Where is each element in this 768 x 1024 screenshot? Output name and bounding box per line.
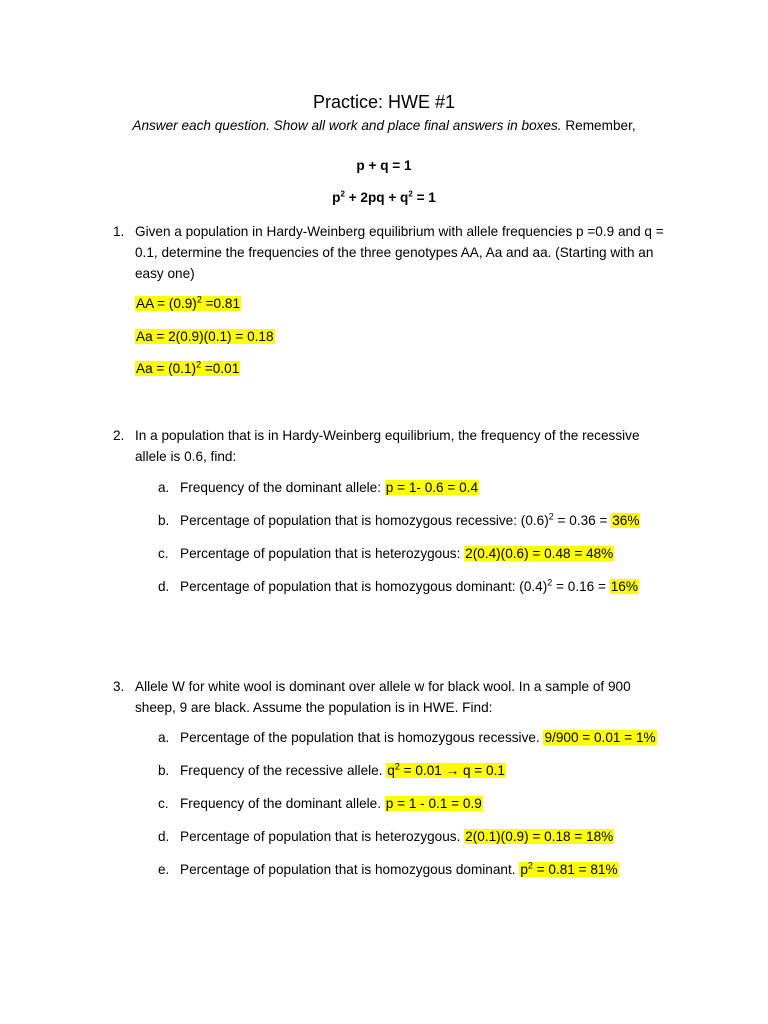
q1-answer-aa-het — [135, 327, 275, 347]
q3-part-a: a. Percentage of the population that is homozygous recessive. 9/900 = 0.01 = 1% — [158, 730, 656, 745]
question-text: Given a population in Hardy-Weinberg equilibrium with allele frequencies p =0.9 and q = 0.1, determine the frequencies of the three genotypes AA, Aa and aa. (Starting with an easy one) — [135, 224, 664, 281]
answer-highlight: p = 1 - 0.1 = 0.9 — [385, 796, 482, 811]
question-text: Allele W for white wool is dominant over allele w for black wool. In a sample of 900 sheep, 9 are black. Assume the population is in HWE. Find: — [135, 679, 631, 715]
page-title: Practice: HWE #1 — [312, 92, 456, 112]
q3-part-d: d. Percentage of population that is heterozygous. 2(0.1)(0.9) = 0.18 = 18% — [158, 829, 614, 844]
q3-part-b: b. Frequency of the recessive allele. $q^2 = 0.01 \to q = 0.1$ — [158, 761, 505, 778]
q2-part-b: b. Percentage of population that is homozygous recessive: $(0.6)^2 = 0.36 = 36\%$ — [158, 511, 640, 528]
answer-highlight: $p^2 = 0.81 = 81\%$ — [520, 860, 618, 877]
q2-part-a: a. Frequency of the dominant allele: p = 1- 0.6 = 0.4 — [158, 480, 478, 495]
equation-hwe: $p^2 + 2pq + q^2 = 1$ — [332, 189, 436, 205]
instructions-line — [0, 118, 768, 133]
question-2 — [113, 425, 673, 467]
question-text: In a population that is in Hardy-Weinberg equilibrium, the frequency of the recessive allele is 0.6, find: — [135, 428, 640, 464]
answer-highlight: $q^2 = 0.01 \to q = 0.1$ — [387, 761, 505, 778]
answer-highlight: 2(0.4)(0.6) = 0.48 = 48% — [465, 546, 614, 561]
q2-part-c: c. Percentage of population that is heterozygous: 2(0.4)(0.6) = 0.48 = 48% — [158, 546, 614, 561]
q1-answer-aa — [135, 294, 241, 314]
answer-highlight: AA = $(0.9)^2 =0.81$ — [136, 294, 241, 311]
equation-sum: p + q = 1 — [356, 158, 412, 173]
answer-highlight: 36% — [612, 513, 640, 528]
answer-highlight: Aa = 2(0.9)(0.1) = 0.18 — [136, 329, 274, 344]
q3-part-e: e. Percentage of population that is homozygous dominant. $p^2 = 0.81 = 81\%$ — [158, 860, 618, 877]
q3-part-c: c. Frequency of the dominant allele. p = 1 - 0.1 = 0.9 — [158, 796, 482, 811]
answer-highlight: 2(0.1)(0.9) = 0.18 = 18% — [465, 829, 614, 844]
answer-highlight: p = 1- 0.6 = 0.4 — [385, 480, 478, 495]
question-number: 1. — [113, 224, 125, 239]
question-1 — [113, 221, 673, 284]
answer-highlight: 9/900 = 0.01 = 1% — [544, 730, 656, 745]
q1-answer-aa-rec — [135, 359, 240, 379]
remember-text: Remember, — [565, 118, 636, 133]
question-number: 3. — [113, 679, 125, 694]
question-number: 2. — [113, 428, 125, 443]
answer-highlight: 16% — [610, 579, 638, 594]
question-3 — [113, 676, 673, 718]
q2-part-d: d. Percentage of population that is homozygous dominant: $(0.4)^2 = 0.16 = 16\%$ — [158, 577, 638, 594]
answer-highlight: $Aa = (0.1)^2 =0.01$ — [136, 359, 240, 376]
instructions-text: Answer each question. Show all work and place final answers in boxes. — [132, 118, 562, 133]
